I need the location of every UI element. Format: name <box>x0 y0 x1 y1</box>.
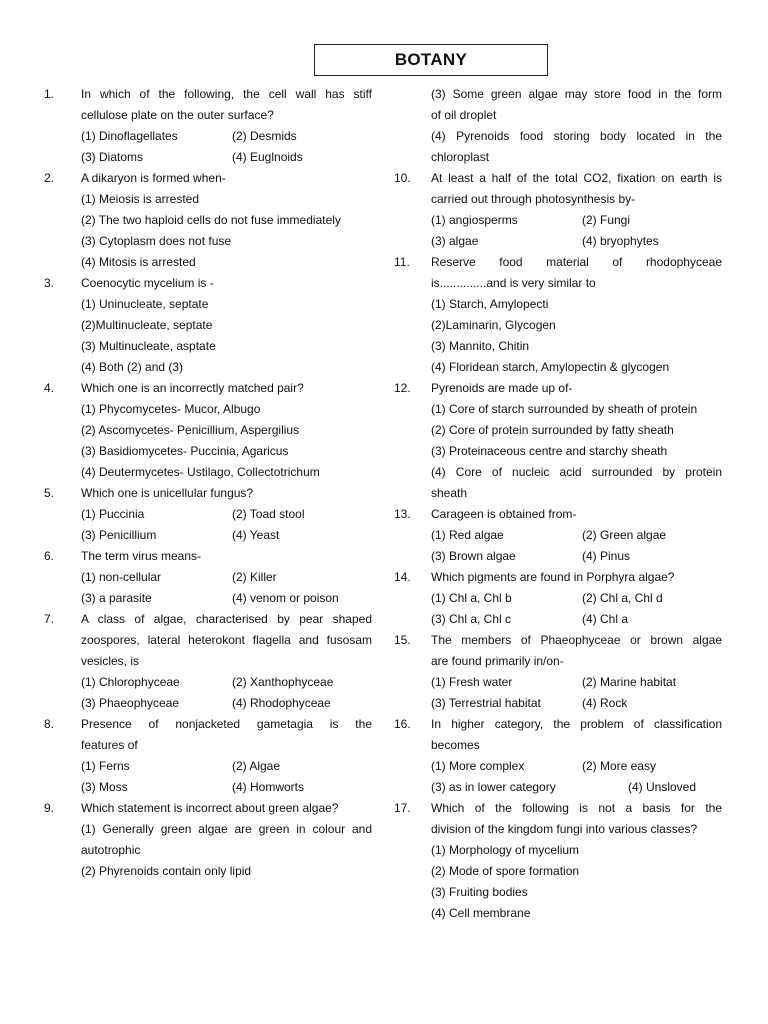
question-7 <box>44 609 372 714</box>
option-row <box>431 588 722 609</box>
option: (2) Ascomycetes- Penicillium, Aspergilius <box>81 423 300 437</box>
option: (1) Meiosis is arrested <box>81 192 200 206</box>
question-number: 2. <box>44 171 55 185</box>
question-text: carried out through photosynthesis by- <box>431 192 636 206</box>
option: (4) Pinus <box>582 549 631 563</box>
right-column <box>394 84 722 924</box>
option: (2) Fungi <box>582 213 631 227</box>
question-text: becomes <box>431 738 480 752</box>
question-text: Which of the following is not a basis for the <box>431 801 722 815</box>
option: (3) Fruiting bodies <box>431 885 528 899</box>
option: (3) as in lower category <box>431 780 556 794</box>
option-row <box>431 231 722 252</box>
option: (3) Basidiomycetes- Puccinia, Agaricus <box>81 444 289 458</box>
option: (4) Cell membrane <box>431 906 531 920</box>
question-text: The term virus means- <box>81 549 202 563</box>
option: (1) non-cellular <box>81 570 162 584</box>
option: (4) bryophytes <box>582 234 659 248</box>
question-12 <box>394 378 722 504</box>
question-text: A class of algae, characterised by pear shaped <box>81 612 372 626</box>
question-text: zoospores, lateral heterokont flagella and fusosam <box>81 633 372 647</box>
question-text: features of <box>81 738 138 752</box>
option: (1) Fresh water <box>431 675 513 689</box>
question-number: 17. <box>394 801 411 815</box>
left-column <box>44 84 372 882</box>
question-11 <box>394 252 722 378</box>
option: (1) Phycomycetes- Mucor, Albugo <box>81 402 261 416</box>
option: (3) Multinucleate, asptate <box>81 339 216 353</box>
question-text: Which one is unicellular fungus? <box>81 486 254 500</box>
option-row <box>81 693 372 714</box>
option: (2) Xanthophyceae <box>232 675 334 689</box>
option: (4) Core of nucleic acid surrounded by protein <box>431 465 722 479</box>
question-text: Which pigments are found in Porphyra algae? <box>431 570 675 584</box>
option: (1) Core of starch surrounded by sheath of protein <box>431 402 698 416</box>
option: sheath <box>431 486 468 500</box>
option-row <box>81 147 372 168</box>
question-text: A dikaryon is formed when- <box>81 171 226 185</box>
option: (4) Mitosis is arrested <box>81 255 196 269</box>
question-text: Reserve food material of rhodophyceae <box>431 255 722 269</box>
option: (4) Both (2) and (3) <box>81 360 184 374</box>
question-number: 14. <box>394 570 411 584</box>
question-13 <box>394 504 722 567</box>
question-number: 15. <box>394 633 411 647</box>
option: (1) Morphology of mycelium <box>431 843 580 857</box>
option: (3) Penicillium <box>81 528 157 542</box>
option-row <box>81 126 372 147</box>
option: (3) a parasite <box>81 591 152 605</box>
option: of oil droplet <box>431 108 497 122</box>
question-6 <box>44 546 372 609</box>
option-row <box>431 756 722 777</box>
question-9-continued <box>394 84 722 168</box>
option: (4) Rock <box>582 696 628 710</box>
option: (2) Algae <box>232 759 281 773</box>
option: (2) Marine habitat <box>582 675 677 689</box>
question-text: Which statement is incorrect about green algae? <box>81 801 339 815</box>
option: (3) Terrestrial habitat <box>431 696 541 710</box>
question-text: At least a half of the total CO2, fixation on earth is <box>431 171 722 185</box>
option: (1) Puccinia <box>81 507 145 521</box>
question-text: Coenocytic mycelium is - <box>81 276 214 290</box>
question-8 <box>44 714 372 798</box>
option: (4) Pyrenoids food storing body located in the <box>431 129 722 143</box>
option: (2) Mode of spore formation <box>431 864 580 878</box>
question-17 <box>394 798 722 924</box>
option: (3) Phaeophyceae <box>81 696 180 710</box>
option-row <box>81 756 372 777</box>
option-row <box>81 525 372 546</box>
question-text: Presence of nonjacketed gametagia is the <box>81 717 372 731</box>
option-row <box>431 693 722 714</box>
question-number: 10. <box>394 171 411 185</box>
option-row <box>81 777 372 798</box>
option: chloroplast <box>431 150 490 164</box>
question-text: Pyrenoids are made up of- <box>431 381 573 395</box>
option: (4) Rhodophyceae <box>232 696 331 710</box>
question-14 <box>394 567 722 630</box>
option: (1) Chlorophyceae <box>81 675 180 689</box>
option: (2) More easy <box>582 759 657 773</box>
option: (4) venom or poison <box>232 591 339 605</box>
option-row <box>81 567 372 588</box>
question-16 <box>394 714 722 798</box>
option: (2) Desmids <box>232 129 297 143</box>
option-row <box>431 546 722 567</box>
option: (3) Cytoplasm does not fuse <box>81 234 232 248</box>
option: (1) Uninucleate, septate <box>81 297 209 311</box>
question-number: 1. <box>44 87 55 101</box>
question-text: vesicles, is <box>81 654 140 668</box>
option: (2) Toad stool <box>232 507 305 521</box>
question-9 <box>44 798 372 882</box>
question-5 <box>44 483 372 546</box>
option: (1) Ferns <box>81 759 130 773</box>
option: (4) Chl a <box>582 612 629 626</box>
option: (1) Dinoflagellates <box>81 129 178 143</box>
option: (4) Homworts <box>232 780 305 794</box>
option: (4) Deutermycetes- Ustilago, Collectotrichum <box>81 465 320 479</box>
option: (3) Some green algae may store food in the form <box>431 87 722 101</box>
question-number: 6. <box>44 549 55 563</box>
option: (1) Red algae <box>431 528 504 542</box>
option: (3) Proteinaceous centre and starchy sheath <box>431 444 668 458</box>
question-4 <box>44 378 372 483</box>
question-10 <box>394 168 722 252</box>
option: (3) algae <box>431 234 479 248</box>
question-15 <box>394 630 722 714</box>
option: (4) Euglnoids <box>232 150 303 164</box>
option: (2) Killer <box>232 570 277 584</box>
question-text: cellulose plate on the outer surface? <box>81 108 274 122</box>
option: (2) Phyrenoids contain only lipid <box>81 864 252 878</box>
question-number: 13. <box>394 507 411 521</box>
option: (2) Core of protein surrounded by fatty sheath <box>431 423 674 437</box>
option: (1) Generally green algae are green in colour and <box>81 822 372 836</box>
option-row <box>431 210 722 231</box>
option-row <box>431 609 722 630</box>
question-text: are found primarily in/on- <box>431 654 564 668</box>
option: (1) More complex <box>431 759 525 773</box>
question-number: 8. <box>44 717 55 731</box>
question-text: In which of the following, the cell wall has stiff <box>81 87 372 101</box>
option-row <box>81 504 372 525</box>
option-row <box>81 588 372 609</box>
question-text: division of the kingdom fungi into various classes? <box>431 822 698 836</box>
option-row <box>431 672 722 693</box>
option: (2)Laminarin, Glycogen <box>431 318 556 332</box>
option: (3) Diatoms <box>81 150 144 164</box>
option: (1) Starch, Amylopecti <box>431 297 549 311</box>
question-text: Carageen is obtained from- <box>431 507 577 521</box>
option-row <box>81 672 372 693</box>
option-row <box>431 525 722 546</box>
option: autotrophic <box>81 843 141 857</box>
question-number: 16. <box>394 717 411 731</box>
question-text: In higher category, the problem of classification <box>431 717 722 731</box>
option: (2)Multinucleate, septate <box>81 318 213 332</box>
question-3 <box>44 273 372 378</box>
option: (2) Chl a, Chl d <box>582 591 663 605</box>
question-number: 11. <box>394 255 410 269</box>
question-number: 9. <box>44 801 55 815</box>
option: (4) Floridean starch, Amylopectin & glycogen <box>431 360 670 374</box>
question-text: Which one is an incorrectly matched pair? <box>81 381 304 395</box>
option: (1) angiosperms <box>431 213 518 227</box>
option: (3) Chl a, Chl c <box>431 612 512 626</box>
question-text: is..............and is very similar to <box>431 276 596 290</box>
option: (4) Unsloved <box>628 780 697 794</box>
question-number: 4. <box>44 381 55 395</box>
option: (2) Green algae <box>582 528 667 542</box>
option: (1) Chl a, Chl b <box>431 591 512 605</box>
option: (3) Mannito, Chitin <box>431 339 530 353</box>
option: (3) Brown algae <box>431 549 516 563</box>
option: (3) Moss <box>81 780 128 794</box>
question-number: 3. <box>44 276 55 290</box>
question-number: 5. <box>44 486 55 500</box>
page-title: BOTANY <box>314 44 548 76</box>
option-row <box>431 777 722 798</box>
option: (2) The two haploid cells do not fuse immediately <box>81 213 341 227</box>
question-2 <box>44 168 372 273</box>
question-number: 7. <box>44 612 55 626</box>
question-1 <box>44 84 372 168</box>
question-number: 12. <box>394 381 411 395</box>
option: (4) Yeast <box>232 528 280 542</box>
question-text: The members of Phaeophyceae or brown algae <box>431 633 722 647</box>
